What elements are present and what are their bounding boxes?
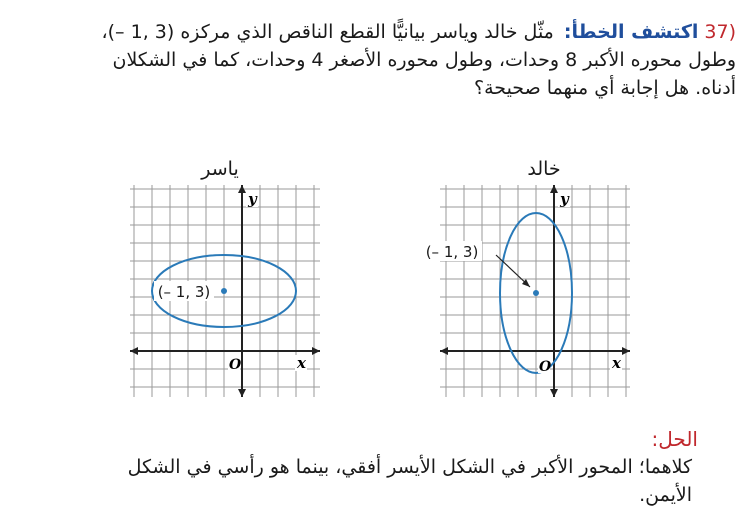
left-center-point — [221, 288, 227, 294]
solution-block — [96, 425, 696, 509]
left-origin-label: O — [229, 357, 242, 373]
right-x-label: x — [612, 354, 621, 372]
right-center-point — [533, 290, 539, 296]
left-graph — [130, 185, 320, 397]
right-origin-label: O — [539, 359, 552, 375]
left-x-label: x — [297, 354, 306, 372]
left-center-label: (– 1, 3) — [157, 283, 211, 301]
left-graph-title: ياسر — [201, 158, 239, 180]
right-graph — [425, 185, 630, 397]
solution-text: كلاهما؛ المحور الأكبر في الشكل الأيسر أفقي، بينما هو رأسي في الشكل الأيمن. — [127, 456, 692, 506]
right-graph-title: خالد — [527, 158, 561, 180]
problem-tag: اكتشف الخطأ: — [563, 21, 699, 43]
left-y-label: y — [248, 190, 257, 208]
right-y-label: y — [560, 190, 569, 208]
problem-number: 37) — [704, 21, 736, 43]
right-center-label: (– 1, 3) — [425, 243, 479, 261]
problem-text: مثّل خالد وياسر بيانيًّا القطع الناقص الذي مركزه (3 ,1 –)، وطول محوره الأكبر 8 وحدات، وطول محوره الأصغر 4 وحدات، كما في الشكلان أدناه. هل إجابة أي منهما صحيحة؟ — [101, 21, 736, 99]
solution-label: الحل: — [651, 427, 698, 451]
problem-statement — [76, 18, 736, 102]
